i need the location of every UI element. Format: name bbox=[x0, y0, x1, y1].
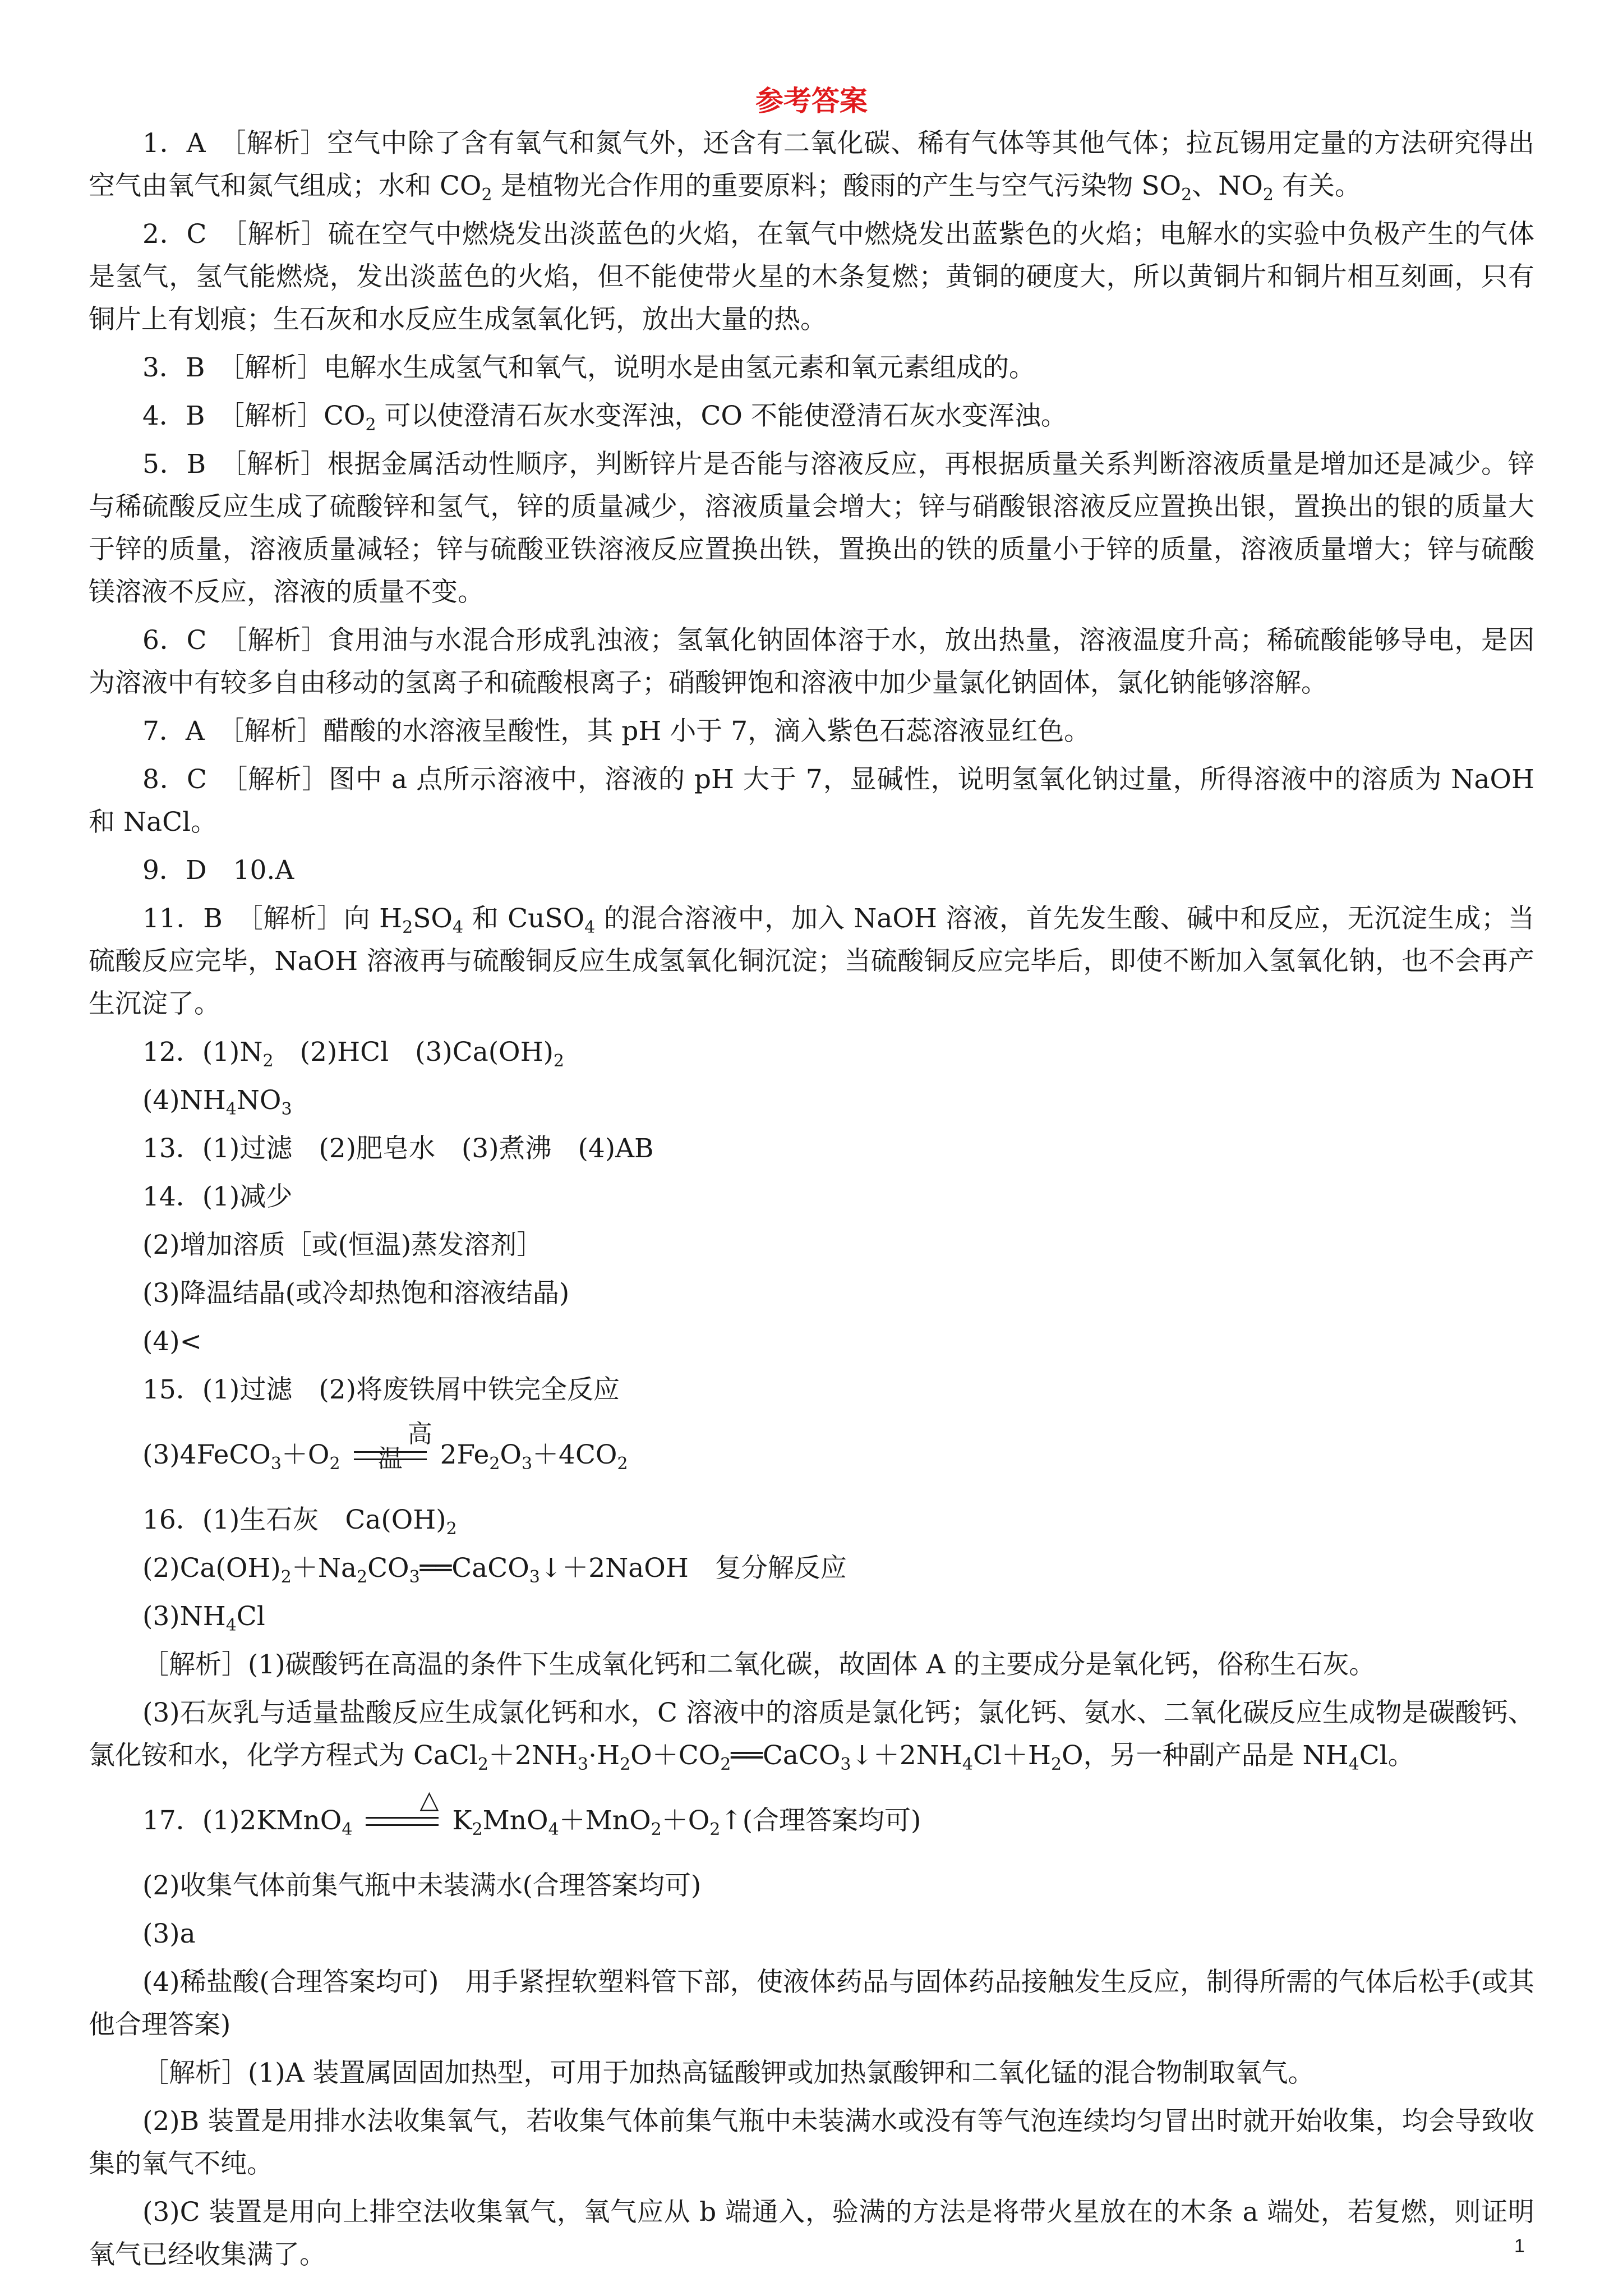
subscript: 4 bbox=[225, 1616, 237, 1635]
subscript: 2 bbox=[402, 918, 413, 937]
text: 17．(1)2KMnO bbox=[142, 1805, 342, 1836]
answer-11 bbox=[89, 898, 1534, 1025]
subscript: 2 bbox=[446, 1519, 457, 1539]
subscript: 2 bbox=[489, 1454, 500, 1474]
subscript: 3 bbox=[281, 1099, 292, 1119]
subscript: 3 bbox=[840, 1755, 851, 1774]
text: NO bbox=[236, 1085, 282, 1116]
subscript: 4 bbox=[962, 1755, 973, 1774]
answer-16-line-2 bbox=[89, 1547, 1534, 1590]
subscript: 4 bbox=[342, 1820, 353, 1839]
answer-16-line-3 bbox=[89, 1595, 1534, 1638]
text: Cl＋H bbox=[972, 1740, 1051, 1771]
answer-16-analysis-1: ［解析］(1)碳酸钙在高温的条件下生成氧化钙和二氧化碳，故固体 A 的主要成分是氧化钙，俗称生石灰。 bbox=[142, 1649, 1376, 1680]
text: Cl bbox=[236, 1601, 265, 1632]
answer-3: 3．B ［解析］电解水生成氢气和氧气，说明水是由氢元素和氧元素组成的。 bbox=[142, 352, 1035, 383]
subscript: 2 bbox=[477, 1755, 489, 1774]
text: 的混合溶液中，加入 NaOH 溶液，首先发生酸、碱中和反应，无沉淀生成；当硫酸反应完毕，NaOH 溶液再与硫酸铜反应生成氢氧化铜沉淀；当硫酸铜反应完毕后，即使不断加入氢氧化钠，也不会再产生沉淀了。 bbox=[89, 903, 1535, 1019]
double-line bbox=[354, 1451, 427, 1460]
answer-15-line-1: 15．(1)过滤 (2)将废铁屑中铁完全反应 bbox=[142, 1374, 620, 1405]
answer-9-10: 9．D 10.A bbox=[142, 855, 294, 886]
subscript: 2 bbox=[481, 185, 492, 205]
answer-14-line-3: (3)降温结晶(或冷却热饱和溶液结晶) bbox=[142, 1278, 570, 1309]
condition-label: 高温 bbox=[377, 1420, 432, 1473]
answer-17-line-2: (2)收集气体前集气瓶中未装满水(合理答案均可) bbox=[142, 1870, 702, 1901]
answer-4 bbox=[89, 395, 1534, 438]
text: 11．B ［解析］向 H bbox=[142, 903, 403, 934]
text: (3)NH bbox=[142, 1601, 226, 1632]
answer-16-analysis-2 bbox=[89, 1692, 1534, 1777]
subscript: 2 bbox=[357, 1567, 368, 1587]
text: 2Fe bbox=[440, 1439, 490, 1470]
text: ·H bbox=[588, 1740, 620, 1771]
subscript: 2 bbox=[651, 1820, 662, 1839]
reaction-condition bbox=[366, 1786, 439, 1834]
subscript: 2 bbox=[1050, 1755, 1062, 1774]
answer-17-analysis-1: ［解析］(1)A 装置属固固加热型，可用于加热高锰酸钾或加热氯酸钾和二氧化锰的混合物制取氧气。 bbox=[142, 2058, 1315, 2088]
subscript: 3 bbox=[521, 1454, 533, 1474]
subscript: 2 bbox=[1262, 185, 1274, 205]
text: ＋MnO bbox=[559, 1805, 651, 1836]
text: 是植物光合作用的重要原料；酸雨的产生与空气污染物 SO bbox=[492, 171, 1182, 201]
subscript: 4 bbox=[452, 918, 464, 937]
text: Cl。 bbox=[1359, 1740, 1414, 1771]
subscript: 2 bbox=[709, 1820, 721, 1839]
text: ══CaCO bbox=[731, 1740, 841, 1771]
text: 和 CuSO bbox=[463, 903, 585, 934]
text: 16．(1)生石灰 Ca(OH) bbox=[142, 1504, 446, 1535]
answer-8: 8．C ［解析］图中 a 点所示溶液中，溶液的 pH 大于 7，显碱性，说明氢氧化钠过量，所得溶液中的溶质为 NaOH 和 NaCl。 bbox=[89, 764, 1534, 838]
subscript: 2 bbox=[1181, 185, 1192, 205]
text: 可以使澄清石灰水变浑浊，CO 不能使澄清石灰水变浑浊。 bbox=[376, 401, 1067, 431]
answer-17-analysis-3: (3)C 装置是用向上排空法收集氧气，氧气应从 b 端通入，验满的方法是将带火星放在的木条 a 端处，若复燃，则证明氧气已经收集满了。 bbox=[89, 2197, 1534, 2270]
text: (3)石灰乳与适量盐酸反应生成氯化钙和水，C 溶液中的溶质是氯化钙；氯化钙、氨水、二氧化碳反应生成物是碳酸钙、氯化铵和水，化学方程式为 CaCl bbox=[89, 1697, 1534, 1771]
answer-content bbox=[89, 122, 1534, 2282]
subscript: 3 bbox=[578, 1755, 589, 1774]
text: 、NO bbox=[1192, 171, 1263, 201]
text: O bbox=[500, 1439, 522, 1470]
text: ══CaCO bbox=[419, 1553, 529, 1584]
text: ↓＋2NH bbox=[851, 1740, 962, 1771]
answer-2: 2．C ［解析］硫在空气中燃烧发出淡蓝色的火焰，在氧气中燃烧发出蓝紫色的火焰；电解水的实验中负极产生的气体是氢气，氢气能燃烧，发出淡蓝色的火焰，但不能使带火星的木条复燃；黄铜的硬度大，所以黄铜片和铜片相互刻画，只有铜片上有划痕；生石灰和水反应生成氢氧化钙，放出大量的热。 bbox=[89, 219, 1534, 335]
subscript: 2 bbox=[365, 415, 376, 435]
text: 12．(1)N bbox=[142, 1037, 263, 1068]
text: K bbox=[452, 1805, 472, 1836]
subscript: 4 bbox=[225, 1099, 237, 1119]
subscript: 4 bbox=[548, 1820, 559, 1839]
subscript: 2 bbox=[617, 1454, 628, 1474]
text: ＋O bbox=[281, 1439, 330, 1470]
answer-17-analysis-2: (2)B 装置是用排水法收集氧气，若收集气体前集气瓶中未装满水或没有等气泡连续均匀冒出时就开始收集，均会导致收集的氧气不纯。 bbox=[89, 2106, 1534, 2179]
condition-label: △ bbox=[419, 1786, 439, 1814]
text: SO bbox=[413, 903, 453, 934]
page-title: 参考答案 bbox=[755, 84, 868, 117]
double-line bbox=[366, 1817, 439, 1826]
subscript: 2 bbox=[553, 1051, 565, 1071]
subscript: 2 bbox=[329, 1454, 340, 1474]
answer-16-line-1 bbox=[89, 1499, 1534, 1542]
subscript: 4 bbox=[1348, 1755, 1359, 1774]
subscript: 2 bbox=[472, 1820, 483, 1839]
subscript: 4 bbox=[584, 918, 596, 937]
text: (2)HCl (3)Ca(OH) bbox=[273, 1037, 554, 1068]
answer-17-equation bbox=[89, 1786, 1534, 1842]
text: CO bbox=[367, 1553, 409, 1584]
subscript: 2 bbox=[720, 1755, 731, 1774]
text: ＋Na bbox=[291, 1553, 357, 1584]
answer-1 bbox=[89, 122, 1534, 208]
reaction-condition bbox=[354, 1420, 432, 1473]
subscript: 2 bbox=[620, 1755, 631, 1774]
text: ↑(合理答案均可) bbox=[720, 1805, 921, 1836]
answer-15-equation bbox=[89, 1420, 1534, 1476]
text: O，另一种副产品是 NH bbox=[1062, 1740, 1349, 1771]
answer-17-line-3: (3)a bbox=[142, 1918, 196, 1949]
page-number: 1 bbox=[1514, 2235, 1525, 2257]
subscript: 2 bbox=[262, 1051, 274, 1071]
text: ＋2NH bbox=[488, 1740, 578, 1771]
answer-6: 6．C ［解析］食用油与水混合形成乳浊液；氢氧化钠固体溶于水，放出热量，溶液温度升高；稀硫酸能够导电，是因为溶液中有较多自由移动的氢离子和硫酸根离子；硝酸钾饱和溶液中加少量氯化钠固体，氯化钠能够溶解。 bbox=[89, 625, 1534, 698]
text: O＋CO bbox=[630, 1740, 721, 1771]
subscript: 3 bbox=[270, 1454, 282, 1474]
text: 4．B ［解析］CO bbox=[142, 401, 366, 431]
text: 1．A ［解析］空气中除了含有氧气和氮气外，还含有二氧化碳、稀有气体等其他气体；拉瓦锡用定量的方法研究得出空气由氧气和氮气组成；水和 CO bbox=[89, 128, 1534, 201]
answer-13: 13．(1)过滤 (2)肥皂水 (3)煮沸 (4)AB bbox=[142, 1133, 654, 1164]
text: (4)NH bbox=[142, 1085, 226, 1116]
text: (3)4FeCO bbox=[142, 1439, 271, 1470]
text: MnO bbox=[482, 1805, 548, 1836]
subscript: 2 bbox=[280, 1567, 292, 1587]
answer-14-line-4: (4)< bbox=[142, 1326, 202, 1357]
answer-14-line-1: 14．(1)减少 bbox=[142, 1181, 293, 1212]
text: ＋O bbox=[661, 1805, 710, 1836]
text: 有关。 bbox=[1274, 171, 1361, 201]
text: (2)Ca(OH) bbox=[142, 1553, 281, 1584]
answer-12-line-2 bbox=[89, 1079, 1534, 1122]
answer-17-line-4: (4)稀盐酸(合理答案均可) 用手紧捏软塑料管下部，使液体药品与固体药品接触发生反应，制得所需的气体后松手(或其他合理答案) bbox=[89, 1967, 1534, 2040]
answer-12-line-1 bbox=[89, 1031, 1534, 1074]
answer-7: 7．A ［解析］醋酸的水溶液呈酸性，其 pH 小于 7，滴入紫色石蕊溶液显红色。 bbox=[142, 716, 1091, 747]
subscript: 3 bbox=[529, 1567, 540, 1587]
answer-5: 5．B ［解析］根据金属活动性顺序，判断锌片是否能与溶液反应，再根据质量关系判断溶液质量是增加还是减少。锌与稀硫酸反应生成了硫酸锌和氢气，锌的质量减少，溶液质量会增大；锌与硝酸银溶液反应置换出银，置换出的银的质量大于锌的质量，溶液质量减轻；锌与硫酸亚铁溶液反应置换出铁，置换出的铁的质量小于锌的质量，溶液质量增大；锌与硫酸镁溶液不反应，溶液的质量不变。 bbox=[89, 449, 1534, 608]
text: ＋4CO bbox=[532, 1439, 617, 1470]
text: ↓＋2NaOH 复分解反应 bbox=[540, 1553, 847, 1584]
answer-14-line-2: (2)增加溶质［或(恒温)蒸发溶剂］ bbox=[142, 1230, 543, 1260]
subscript: 3 bbox=[409, 1567, 420, 1587]
